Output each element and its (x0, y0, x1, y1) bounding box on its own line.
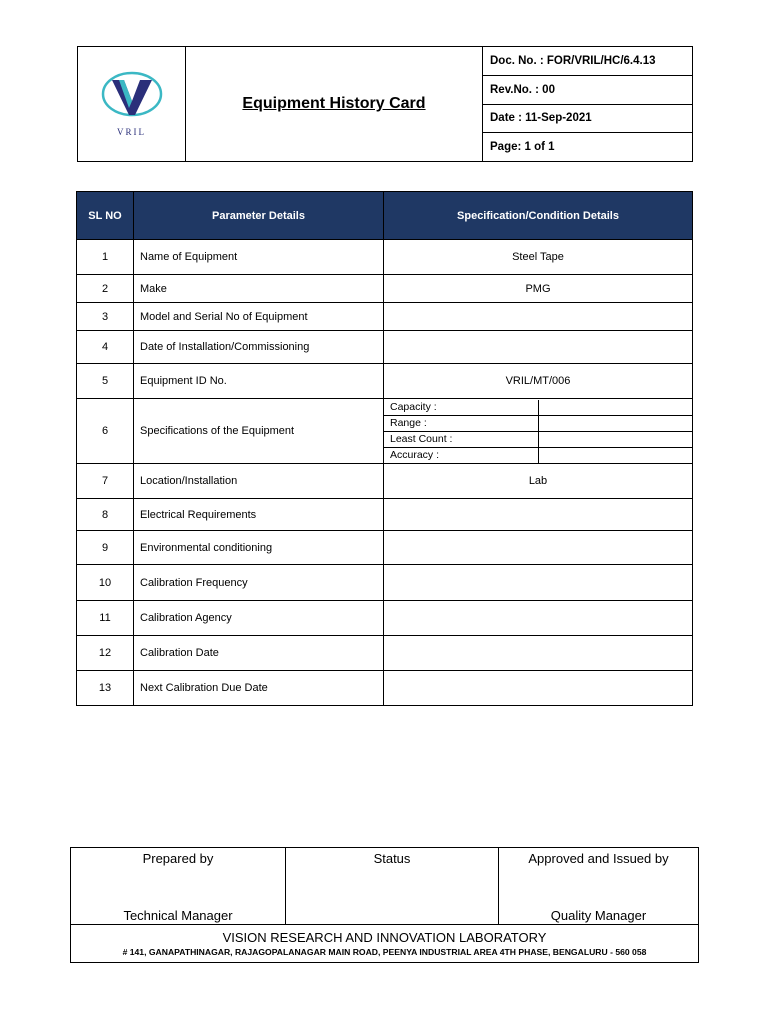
table-row (77, 464, 693, 499)
prepared-by-label: Prepared by (142, 851, 214, 866)
vril-logo-icon (100, 71, 164, 121)
sub-label: Capacity : (384, 400, 538, 416)
logo-text: VRIL (117, 127, 146, 137)
approved-by-cell (499, 848, 699, 925)
sub-label: Least Count : (384, 431, 538, 447)
specification-cell (384, 499, 693, 531)
column-header-specification: Specification/Condition Details (384, 192, 693, 240)
logo-cell (78, 47, 186, 162)
parameter-cell: Calibration Frequency (134, 565, 384, 601)
sub-value (538, 431, 692, 447)
title-cell (186, 47, 483, 162)
column-header-sl: SL NO (77, 192, 134, 240)
table-row (77, 671, 693, 706)
specification-cell: VRIL/MT/006 (384, 364, 693, 399)
sl-cell: 7 (77, 464, 134, 499)
parameter-cell: Next Calibration Due Date (134, 671, 384, 706)
doc-number: Doc. No. : FOR/VRIL/HC/6.4.13 (483, 47, 693, 76)
sl-cell: 2 (77, 275, 134, 303)
revision-number: Rev.No. : 00 (483, 75, 693, 104)
parameter-cell: Environmental conditioning (134, 531, 384, 565)
specification-cell (384, 565, 693, 601)
table-row (77, 531, 693, 565)
sl-cell: 10 (77, 565, 134, 601)
specification-cell: Lab (384, 464, 693, 499)
sub-label: Accuracy : (390, 449, 440, 461)
equipment-table (76, 191, 693, 706)
status-cell (286, 848, 499, 925)
sl-cell: 13 (77, 671, 134, 706)
sl-cell: 12 (77, 636, 134, 671)
document-date: Date : 11-Sep-2021 (483, 104, 693, 133)
parameter-cell: Equipment ID No. (134, 364, 384, 399)
sub-row (384, 400, 692, 416)
parameter-cell: Calibration Agency (134, 601, 384, 636)
table-row (77, 331, 693, 364)
specification-cell (384, 531, 693, 565)
column-header-parameter: Parameter Details (134, 192, 384, 240)
signature-footer (70, 847, 699, 963)
document-header (77, 46, 693, 162)
organization-cell (71, 925, 699, 963)
table-row (77, 399, 693, 464)
prepared-by-cell (71, 848, 286, 925)
parameter-cell: Calibration Date (134, 636, 384, 671)
parameter-cell: Electrical Requirements (134, 499, 384, 531)
document-title: Equipment History Card (242, 95, 426, 112)
status-label: Status (373, 851, 411, 866)
sub-row (384, 415, 692, 431)
sl-cell: 11 (77, 601, 134, 636)
parameter-cell: Location/Installation (134, 464, 384, 499)
specification-subtable (384, 400, 692, 463)
approved-by-role: Quality Manager (550, 908, 647, 923)
organization-name: VISION RESEARCH AND INNOVATION LABORATORY (222, 930, 547, 945)
parameter-cell: Make (134, 275, 384, 303)
table-row (77, 601, 693, 636)
table-row (77, 364, 693, 399)
sl-cell: 5 (77, 364, 134, 399)
parameter-cell: Model and Serial No of Equipment (134, 303, 384, 331)
specification-cell (384, 636, 693, 671)
sl-cell: 3 (77, 303, 134, 331)
table-row (77, 499, 693, 531)
table-row (77, 240, 693, 275)
page-number: Page: 1 of 1 (483, 133, 693, 162)
parameter-cell: Name of Equipment (134, 240, 384, 275)
parameter-cell: Date of Installation/Commissioning (134, 331, 384, 364)
approved-by-label: Approved and Issued by (528, 851, 669, 866)
sl-cell: 8 (77, 499, 134, 531)
vril-logo (78, 71, 185, 137)
specification-cell (384, 671, 693, 706)
sub-value (538, 400, 692, 416)
specification-cell (384, 331, 693, 364)
specification-cell: PMG (384, 275, 693, 303)
sub-label: Range : (384, 415, 538, 431)
sl-cell: 6 (77, 399, 134, 464)
sl-cell: 4 (77, 331, 134, 364)
table-row (77, 636, 693, 671)
table-header-row (77, 192, 693, 240)
sub-value (538, 415, 692, 431)
table-row (77, 303, 693, 331)
sl-cell: 1 (77, 240, 134, 275)
specification-cell (384, 303, 693, 331)
sl-cell: 9 (77, 531, 134, 565)
specification-cell: Steel Tape (384, 240, 693, 275)
parameter-cell: Specifications of the Equipment (134, 399, 384, 464)
sub-row (384, 447, 692, 463)
table-row (77, 565, 693, 601)
sub-value (538, 447, 692, 463)
sub-row (384, 431, 692, 447)
table-row (77, 275, 693, 303)
specification-subtable-cell (384, 399, 693, 464)
specification-cell (384, 601, 693, 636)
organization-address: # 141, GANAPATHINAGAR, RAJAGOPALANAGAR MAIN ROAD, PEENYA INDUSTRIAL AREA 4TH PHASE, BENGALURU - 560 058 (122, 947, 647, 957)
prepared-by-role: Technical Manager (123, 908, 233, 923)
